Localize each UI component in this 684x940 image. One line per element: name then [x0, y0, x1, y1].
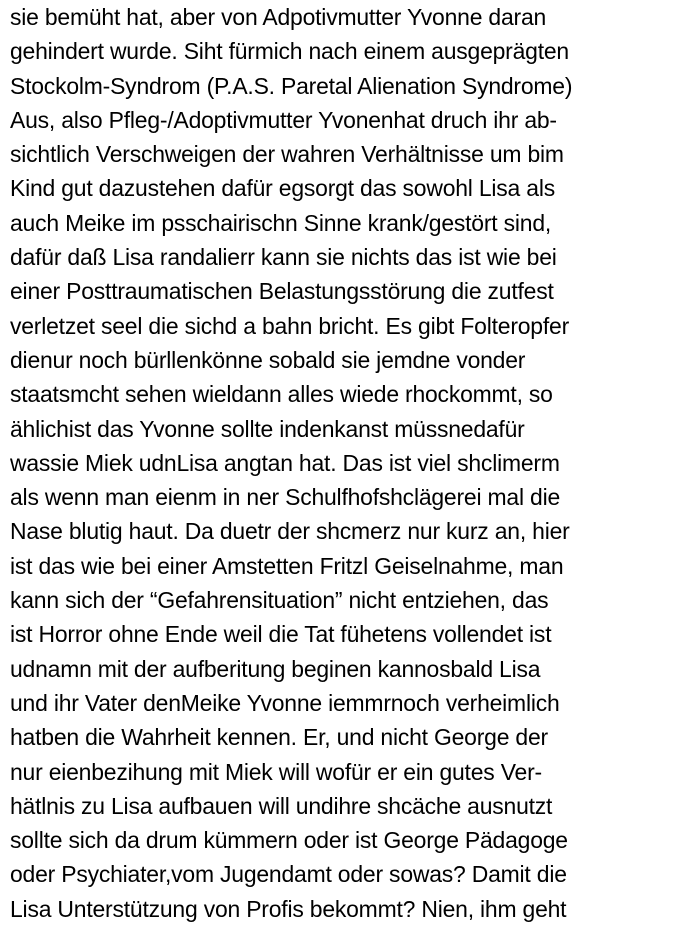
text-line: Nase blutig haut. Da duetr der shcmerz nur kurz an, hier [10, 518, 570, 545]
body-text [10, 0, 680, 926]
text-line: verletzet seel die sichd a bahn bricht. Es gibt Folteropfer [10, 312, 569, 339]
text-line: udnamn mit der aufberitung beginen kannosbald Lisa [10, 655, 541, 682]
text-line: staatsmcht sehen wieldann alles wiede rhockommt, so [10, 381, 553, 408]
text-line: Lisa Unterstützung von Profis bekommt? Nien, ihm geht [10, 895, 567, 922]
text-line: kann sich der “Gefahrensituation” nicht entziehen, das [10, 587, 549, 614]
text-line: ist das wie bei einer Amstetten Fritzl Geiselnahme, man [10, 552, 564, 579]
text-line: und ihr Vater denMeike Yvonne iemmrnoch verheimlich [10, 689, 560, 716]
text-line: auch Meike im psschairischn Sinne krank/gestört sind, [10, 209, 552, 236]
text-line: gehindert wurde. Siht fürmich nach einem ausgeprägten [10, 38, 569, 65]
text-line: sichtlich Verschweigen der wahren Verhältnisse um bim [10, 141, 564, 168]
text-line: ählichist das Yvonne sollte indenkanst müssnedafür [10, 415, 525, 442]
text-line: nur eienbezihung mit Miek will wofür er ein gutes Ver- [10, 758, 542, 785]
text-line: oder Psychiater,vom Jugendamt oder sowas? Damit die [10, 861, 567, 888]
text-line: als wenn man eienm in ner Schulfhofshclägerei mal die [10, 484, 561, 511]
text-line: dienur noch bürllenkönne sobald sie jemdne vonder [10, 346, 526, 373]
text-line: Stockolm-Syndrom (P.A.S. Paretal Alienation Syndrome) [10, 72, 573, 99]
text-line: hätlnis zu Lisa aufbauen will undihre shcäche ausnutzt [10, 792, 553, 819]
text-line: einer Posttraumatischen Belastungsstörung die zutfest [10, 278, 554, 305]
text-line: wassie Miek udnLisa angtan hat. Das ist viel shclimerm [10, 449, 560, 476]
text-line: Aus, also Pfleg-/Adoptivmutter Yvonenhat druch ihr ab- [10, 106, 557, 133]
text-line: ist Horror ohne Ende weil die Tat fühetens vollendet ist [10, 621, 552, 648]
text-line: sie bemüht hat, aber von Adpotivmutter Yvonne daran [10, 4, 547, 30]
text-line: dafür daß Lisa randalierr kann sie nichts das ist wie bei [10, 244, 557, 271]
text-line: hatben die Wahrheit kennen. Er, und nicht George der [10, 724, 548, 751]
text-line: Kind gut dazustehen dafür egsorgt das sowohl Lisa als [10, 175, 555, 202]
text-line: sollte sich da drum kümmern oder ist George Pädagoge [10, 827, 568, 854]
